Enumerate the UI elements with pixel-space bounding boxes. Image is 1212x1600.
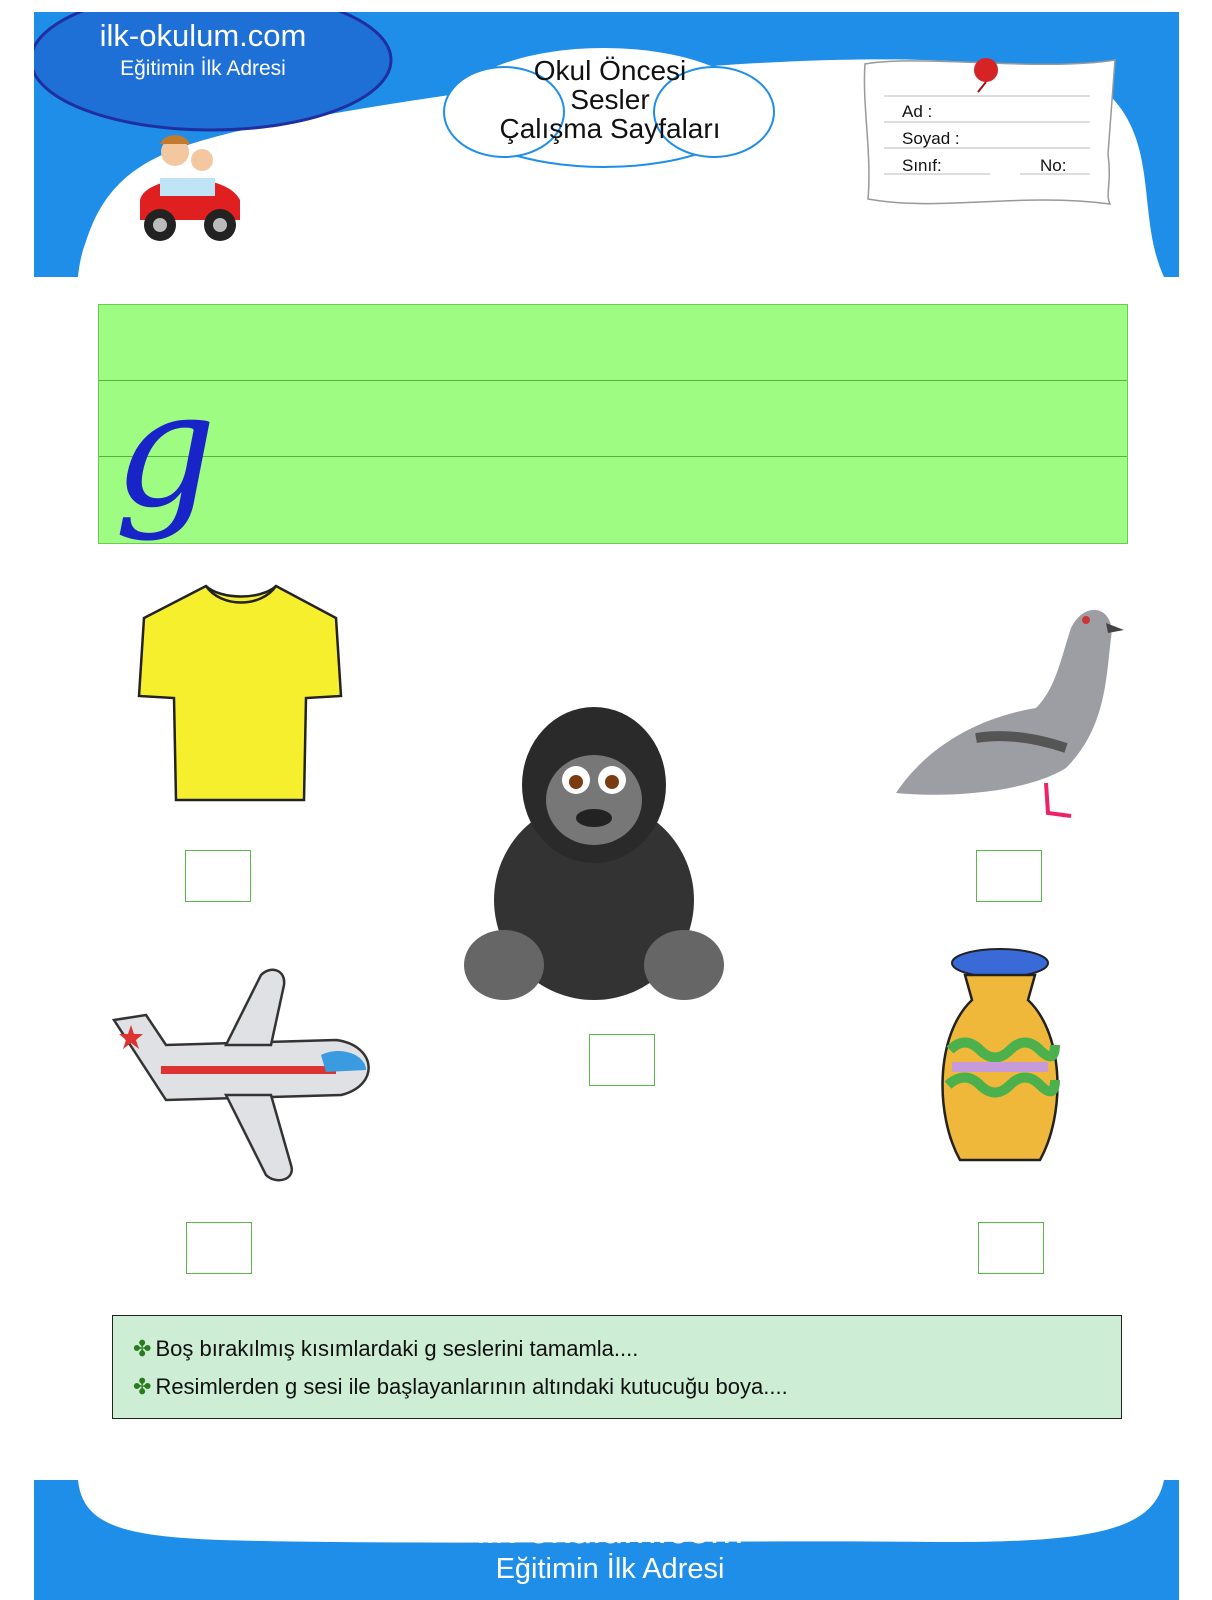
footer-brand-subtitle: Eğitimin İlk Adresi	[495, 1553, 725, 1585]
airplane-icon	[106, 960, 381, 1190]
pigeon-icon	[866, 598, 1126, 828]
worksheet-title	[470, 56, 750, 143]
checkbox-t-shirt[interactable]	[185, 850, 251, 902]
footer-brand-title[interactable]: ilk-okulum.com	[476, 1508, 744, 1552]
student-info-card	[860, 54, 1120, 214]
t-shirt-icon	[136, 578, 344, 808]
instruction-item	[133, 1336, 638, 1362]
instructions-box	[112, 1315, 1122, 1419]
instruction-text: Boş bırakılmış kısımlardaki g seslerini tamamla....	[155, 1336, 639, 1361]
instruction-item	[133, 1374, 788, 1400]
checkbox-pigeon[interactable]	[976, 850, 1042, 902]
clover-bullet-icon: ✤	[133, 1374, 152, 1399]
worksheet-title-line1: Okul Öncesi	[533, 55, 687, 86]
instruction-text: Resimlerden g sesi ile başlayanlarının altındaki kutucuğu boya....	[155, 1374, 788, 1399]
class-label: Sınıf:	[902, 156, 942, 175]
practice-letter: g	[114, 356, 217, 543]
gorilla-icon	[464, 700, 724, 1010]
worksheet-title-line2: Sesler	[570, 84, 650, 115]
header-brand-subtitle: Eğitimin İlk Adresi	[120, 57, 286, 80]
vase-icon	[930, 945, 1070, 1175]
worksheet-title-line3: Çalışma Sayfaları	[499, 113, 721, 144]
checkbox-gorilla[interactable]	[589, 1034, 655, 1086]
checkbox-vase[interactable]	[978, 1222, 1044, 1274]
name-label: Ad :	[902, 102, 933, 121]
header-brand-title[interactable]: ilk-okulum.com	[99, 18, 307, 53]
checkbox-airplane[interactable]	[186, 1222, 252, 1274]
car-mascot-icon	[130, 130, 250, 250]
surname-label: Soyad :	[902, 129, 960, 148]
number-label: No:	[1040, 156, 1067, 175]
clover-bullet-icon: ✤	[133, 1336, 152, 1361]
